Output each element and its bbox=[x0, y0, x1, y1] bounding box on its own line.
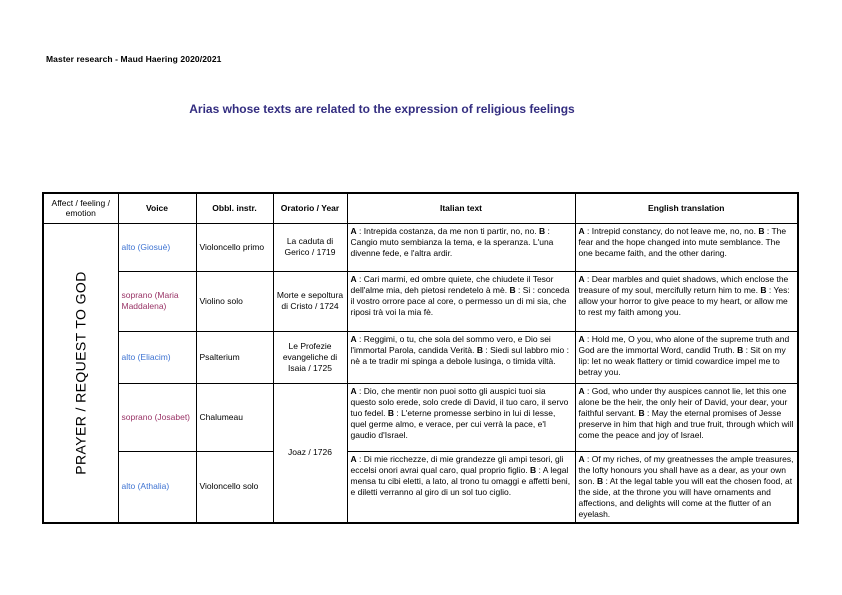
instrument-cell: Violoncello solo bbox=[196, 451, 273, 523]
italian-text-cell: A : Di mie ricchezze, di mie grandezze gli ampi tesori, gli eccelsi onori avrai qual caro, qual proprio figlio. B : A legal mensa tu cibi eletti, a lato, al trono tu omaggi e affetti beni, e diletti verranno al giro di un sol tuo ciglio. bbox=[347, 451, 575, 523]
oratorio-cell: Joaz / 1726 bbox=[273, 383, 347, 523]
italian-text-cell: A : Reggimi, o tu, che sola del sommo vero, e Dio sei l'immortal Parola, candida Verità. B : Siedi sul labbro mio : nè a te tradir mi spinga a debole lusinga, o timida viltà. bbox=[347, 331, 575, 383]
voice-cell: soprano (Josabet) bbox=[118, 383, 196, 451]
arias-table bbox=[42, 192, 799, 524]
english-text-cell: A : Intrepid constancy, do not leave me, no, no. B : The fear and the hope changed into mute semblance. The one became faith, and the other daring. bbox=[575, 223, 798, 271]
voice-cell: alto (Giosuè) bbox=[118, 223, 196, 271]
oratorio-cell: Le Profezie evangeliche di Isaia / 1725 bbox=[273, 331, 347, 383]
instrument-cell: Psalterium bbox=[196, 331, 273, 383]
voice-cell: alto (Athalia) bbox=[118, 451, 196, 523]
oratorio-cell: La caduta di Gerico / 1719 bbox=[273, 223, 347, 271]
column-header-affect: Affect / feeling / emotion bbox=[43, 193, 118, 223]
table-row bbox=[43, 451, 798, 523]
english-text-cell: A : Hold me, O you, who alone of the supreme truth and God are the immortal Word, candid Truth. B : Sit on my lip: let no weak flattery or timid cowardice impel me to betray you. bbox=[575, 331, 798, 383]
column-header-instrument: Obbl. instr. bbox=[196, 193, 273, 223]
affect-category-cell bbox=[43, 223, 118, 523]
italian-text-cell: A : Intrepida costanza, da me non ti partir, no, no. B : Cangio muto sembianza la tema, e la speranza. L'una divenne fede, e l'altra ardir. bbox=[347, 223, 575, 271]
italian-text-cell: A : Cari marmi, ed ombre quiete, che chiudete il Tesor dell'alme mia, deh pietosi rendetelo à mè. B : Si : conceda il vostro orrore pace al core, o permesso un di mi sia, che riposi trà voi la mia fè. bbox=[347, 271, 575, 331]
table-row bbox=[43, 383, 798, 451]
voice-cell: alto (Eliacim) bbox=[118, 331, 196, 383]
english-text-cell: A : Dear marbles and quiet shadows, which enclose the treasure of my soul, mercifully return him to me. B : Yes: allow your horror to give peace to my heart, or allow me to rest my faith among you. bbox=[575, 271, 798, 331]
column-header-oratorio-year: Oratorio / Year bbox=[273, 193, 347, 223]
document-header: Master research - Maud Haering 2020/2021 bbox=[46, 54, 222, 64]
oratorio-cell: Morte e sepoltura di Cristo / 1724 bbox=[273, 271, 347, 331]
table-row bbox=[43, 223, 798, 271]
table-row bbox=[43, 271, 798, 331]
italian-text-cell: A : Dio, che mentir non puoi sotto gli auspici tuoi sia questo solo erede, solo crede di David, il tuo caro, il servo tuo fedel. B : L'eterne promesse serbino in lui di Iesse, quel germe almo, e verace, per cui verrà la pace, e'l gaudio d'Israel. bbox=[347, 383, 575, 451]
column-header-english-translation: English translation bbox=[575, 193, 798, 223]
table-row bbox=[43, 331, 798, 383]
table-header-row bbox=[43, 193, 798, 223]
affect-category-label: PRAYER / REQUEST TO GOD bbox=[72, 270, 89, 475]
instrument-cell: Violino solo bbox=[196, 271, 273, 331]
page-title: Arias whose texts are related to the expression of religious feelings bbox=[189, 102, 575, 116]
instrument-cell: Violoncello primo bbox=[196, 223, 273, 271]
instrument-cell: Chalumeau bbox=[196, 383, 273, 451]
column-header-voice: Voice bbox=[118, 193, 196, 223]
column-header-italian-text: Italian text bbox=[347, 193, 575, 223]
english-text-cell: A : Of my riches, of my greatnesses the ample treasures, the lofty honours you shall have as a dear, as your own son. B : At the legal table you will eat the chosen food, at the side, at the throne you will have ornaments and affections, and delights will come at the flutter of an eyelash. bbox=[575, 451, 798, 523]
english-text-cell: A : God, who under thy auspices cannot lie, let this one alone be the heir, the only heir of David, your dear, your faithful servant. B : May the eternal promises of Jesse preserve in him that high and true fruit, through which will come the peace and joy of Israel. bbox=[575, 383, 798, 451]
voice-cell: soprano (Maria Maddalena) bbox=[118, 271, 196, 331]
